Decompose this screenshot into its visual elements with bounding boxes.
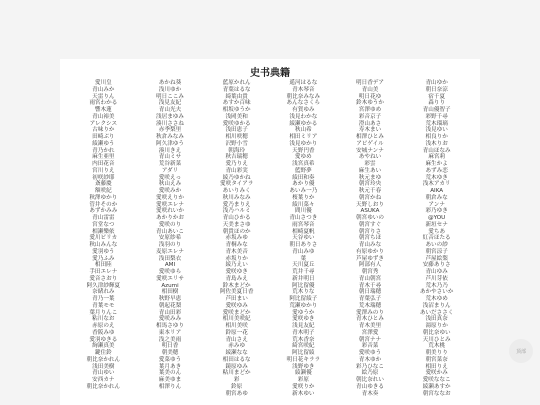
name-link[interactable]: 朝宮玲央 (358, 181, 382, 188)
name-link[interactable]: 綾瀬あすか (422, 383, 451, 390)
name-link[interactable]: 朝日瑞穂 (358, 289, 382, 296)
name-link[interactable]: あいだささく (419, 309, 454, 316)
name-link[interactable]: 朝美穂 (161, 350, 179, 356)
name-link[interactable]: 葉月あき (158, 363, 182, 370)
name-link[interactable]: あかりかお (156, 215, 184, 221)
name-link[interactable]: 愛咲りか (292, 383, 315, 390)
name-link[interactable]: 綾乃ゆかね (222, 174, 251, 181)
name-link[interactable]: 荒木瑞穂 (358, 302, 382, 309)
name-link[interactable]: 明日香 (161, 343, 179, 350)
name-link[interactable]: 芦屋絵梨 (425, 255, 448, 262)
name-link[interactable]: 森りり (428, 100, 446, 107)
name-link[interactable]: 相澤りん (158, 383, 182, 390)
name-link[interactable]: 朝宮りさ (358, 228, 382, 235)
name-link[interactable]: 朝宮かね (358, 194, 382, 201)
name-link[interactable]: 愛咲みみ (158, 316, 182, 323)
name-link[interactable]: 新井明日 (292, 275, 315, 282)
name-link[interactable]: 浅木りお (425, 140, 448, 147)
name-link[interactable]: 赤坂みゆ (225, 235, 248, 242)
name-link[interactable]: 芦屋ゆずき (356, 255, 384, 262)
name-link[interactable]: 朝美りり (425, 350, 448, 356)
name-link[interactable]: 宮澤愛 (361, 329, 379, 336)
name-link[interactable]: 荒瀬ゆかり (289, 302, 318, 309)
name-link[interactable]: 浅見友紀 (158, 100, 182, 107)
name-link[interactable]: 雨宮琴音 (292, 221, 315, 228)
name-link[interactable]: 雨宮わかる (89, 100, 118, 107)
name-column (70, 80, 137, 397)
name-link[interactable]: あやねい (358, 154, 382, 161)
name-link[interactable]: 愛咲れいか (156, 208, 184, 215)
name-link[interactable]: 綾乃えい (225, 262, 248, 269)
name-link[interactable]: 朝宮ななお (422, 390, 451, 397)
name-link[interactable]: 浅田梨衣 (158, 255, 182, 262)
name-link[interactable]: 愛咲ななこ (422, 377, 451, 383)
name-link[interactable]: 浅宮真希 (292, 161, 315, 167)
name-link[interactable]: 天美まさゆ (222, 221, 251, 228)
name-link[interactable]: 青山彩実 (225, 167, 248, 174)
name-link[interactable]: 相澤ひとみ (356, 134, 384, 140)
content-card (60, 59, 480, 405)
name-link[interactable]: アンナ (428, 201, 445, 208)
name-link[interactable]: 鍵住鈴 (94, 350, 112, 356)
name-link[interactable]: 綺宮咲紀 (292, 343, 315, 350)
name-link[interactable]: 綾瀬ゆう (92, 140, 115, 147)
name-link[interactable]: 愛咲エリサ (156, 275, 184, 282)
name-link[interactable]: 鈴原 (231, 383, 243, 390)
name-link[interactable]: 天川ひとみ (422, 336, 451, 343)
name-link[interactable]: 浅見わかな (289, 113, 318, 120)
name-link[interactable]: 麦原エレナ (156, 248, 184, 255)
name-column (137, 80, 204, 397)
name-link[interactable]: 愛乃ふみ (92, 255, 115, 262)
name-link[interactable]: 阿比留綾 (292, 350, 315, 356)
name-link[interactable]: Azumi (161, 282, 179, 289)
name-link[interactable]: 粘川まどか (222, 370, 251, 377)
name-link[interactable]: 彩乃ひなこ (356, 363, 384, 370)
back-to-top-button[interactable]: 顶部 (509, 339, 533, 363)
name-link[interactable]: @YOU (428, 215, 446, 221)
name-link[interactable]: 相馬さゆり (156, 323, 184, 329)
name-link[interactable]: 遥河はるな (289, 80, 318, 86)
name-link[interactable]: 朝宮涼子 (425, 248, 448, 255)
name-link[interactable]: 安西カナ (92, 377, 115, 383)
name-link[interactable]: あかり優 (292, 181, 315, 188)
name-link[interactable]: 朝宮菜奈 (425, 356, 448, 363)
name-link[interactable]: 粘川なお (92, 316, 115, 323)
name-link[interactable]: 朝比奈かれん (86, 383, 121, 390)
name-link[interactable]: 浅羽のり (158, 242, 182, 248)
name-link[interactable]: 秋野早恵 (158, 296, 182, 302)
name-link[interactable]: 愛咲ゆう (358, 350, 382, 356)
name-link[interactable]: 古味りか (92, 127, 115, 134)
name-link[interactable]: 浅見ゆかり (289, 140, 318, 147)
name-link[interactable]: 相良りか (425, 134, 448, 140)
name-link[interactable]: AIKA (430, 188, 444, 194)
name-link[interactable]: 紅音ほたる (422, 235, 451, 242)
name-link[interactable]: 芦川芽依 (425, 275, 448, 282)
name-link[interactable]: 東本リア (158, 329, 182, 336)
name-link[interactable]: 秋澤ゆかり (89, 194, 118, 201)
name-link[interactable]: あいみ一乃 (289, 188, 318, 194)
name-link[interactable]: 桜葉りか (292, 194, 315, 201)
name-link[interactable]: 寿木まい (358, 127, 382, 134)
name-link[interactable]: 天野しおり (356, 201, 384, 208)
name-link[interactable]: 荒木ゆき (425, 174, 448, 181)
name-link[interactable]: 愛乃まりえ (222, 201, 251, 208)
name-link[interactable]: 麻生あい (358, 167, 382, 174)
name-column (203, 80, 270, 397)
name-link[interactable]: 青山さつき (289, 215, 318, 221)
name-link[interactable]: 彩野千尋 (425, 113, 448, 120)
name-link[interactable]: 青桐みな (225, 242, 248, 248)
name-link[interactable]: 初咲紗耶 (92, 174, 115, 181)
name-link[interactable]: 秋山えみ (158, 181, 182, 188)
name-link[interactable]: 新木ゆい (292, 390, 315, 397)
name-link[interactable]: 朝倉みな (425, 194, 448, 201)
name-link[interactable]: 秋山希 (294, 127, 312, 134)
name-link[interactable]: 愛川皇 (94, 80, 112, 86)
name-link[interactable]: 朝日ありさ (289, 242, 318, 248)
name-link[interactable]: 青山雷雷 (92, 215, 115, 221)
name-link[interactable]: 浅見友紀 (292, 323, 315, 329)
name-link[interactable]: 綾田和奏 (292, 174, 315, 181)
name-link[interactable]: 愛乃りえ (225, 161, 248, 167)
name-link[interactable]: 愛川ピリカ (89, 235, 118, 242)
name-column (403, 80, 470, 397)
name-link[interactable]: 愛咲のり (158, 221, 182, 228)
name-link[interactable]: 秋元千春 (358, 188, 382, 194)
name-link[interactable]: 阿比留綾子 (289, 296, 318, 302)
name-link[interactable]: 青山さえ (225, 336, 248, 343)
name-link[interactable]: 葉月りんこ (89, 309, 118, 316)
name-link[interactable]: 愛澤みのり (356, 309, 384, 316)
name-link[interactable]: 荒木ゆめ (425, 296, 448, 302)
name-link[interactable]: 彩雲 (364, 161, 376, 167)
name-link[interactable]: 麻宮莉 (428, 154, 446, 161)
name-link[interactable]: 鈴木まどか (222, 282, 251, 289)
name-link[interactable]: 宿千夏 (428, 93, 446, 100)
name-link[interactable]: 青葉モモ (92, 302, 115, 309)
name-link[interactable]: 青山ゆみ (425, 269, 448, 275)
name-link[interactable]: 青木美音 (225, 248, 248, 255)
name-link[interactable]: 天谷ゆい (292, 235, 315, 242)
name-link[interactable]: 湊川ささね (156, 120, 184, 127)
name-link[interactable]: 明日花ゆ (358, 93, 382, 100)
name-link[interactable]: 青山ゆい (92, 370, 115, 377)
name-link[interactable]: 浅田真奈 (425, 316, 448, 323)
name-link[interactable]: 愛咲エレナ (156, 201, 184, 208)
name-link[interactable]: 青木美里 (358, 323, 382, 329)
name-link[interactable]: 藍野夢 (294, 167, 312, 174)
name-link[interactable]: 香阪みゆ (92, 329, 115, 336)
name-link[interactable]: 青山優智子 (422, 107, 451, 113)
name-link[interactable]: 青山ひかる (222, 215, 251, 221)
name-link[interactable]: 天雷りん (92, 93, 115, 100)
name-link[interactable]: 相瀬樂依 (92, 228, 115, 235)
name-link[interactable]: 荒木香奈 (292, 336, 315, 343)
name-link[interactable]: 荒木瑠璃 (425, 120, 448, 127)
name-link[interactable]: 青乃一葉 (92, 296, 115, 302)
name-link[interactable]: 浅乃ハルミ (222, 208, 251, 215)
name-link[interactable]: 天野円香 (292, 147, 315, 154)
name-link[interactable]: 青山朝宮 (358, 275, 382, 282)
name-link[interactable]: 綾川菜々 (292, 201, 315, 208)
name-link[interactable]: 浅見ゆい (425, 127, 448, 134)
name-link[interactable]: 荒谷新菜 (158, 161, 182, 167)
name-link[interactable]: 荒井千尋 (292, 269, 315, 275)
name-link[interactable]: 相川咲穂 (225, 134, 248, 140)
name-link[interactable]: 阿比留優 (292, 282, 315, 289)
name-link[interactable]: 手田エレナ (89, 269, 118, 275)
name-link[interactable]: あいりみく (222, 188, 251, 194)
name-link[interactable]: 明日花キララ (286, 356, 321, 363)
name-link[interactable]: 宮澤ゆめ (358, 107, 382, 113)
name-link[interactable]: 赤みゆ (228, 343, 246, 350)
name-link[interactable]: 新垣セナ (425, 221, 448, 228)
name-link[interactable]: あずかみみ (89, 208, 118, 215)
name-link[interactable]: AMI (164, 262, 176, 269)
name-link[interactable]: 朝宮ナナ (358, 336, 382, 343)
name-link[interactable]: 青木明子 (292, 329, 315, 336)
name-link[interactable]: 葉 (300, 255, 307, 262)
name-link[interactable]: 天川夏丘 (292, 262, 315, 269)
name-link[interactable]: 阿佐美夏日香 (219, 289, 254, 296)
name-link[interactable]: 彩音菜 (361, 343, 379, 350)
name-link[interactable]: 阿久津ゆう (156, 140, 184, 147)
name-link[interactable]: 麻美ゆま (158, 377, 182, 383)
name-link[interactable]: 朝宮ゆいの (356, 215, 384, 221)
name-link[interactable]: 浅木アカリ (422, 181, 451, 188)
name-link[interactable]: 愛咲ゆき (292, 316, 315, 323)
name-link[interactable]: 秋元まゆ (358, 174, 382, 181)
name-link[interactable]: 愛咲まどか (222, 309, 251, 316)
name-link[interactable]: 青山みか (92, 86, 115, 93)
name-link[interactable]: 麻生かよ (425, 161, 448, 167)
name-link[interactable]: 安藤ありさ (422, 262, 451, 269)
name-link[interactable]: 朝比奈みなみ (286, 93, 321, 100)
name-link[interactable]: 相田樹 (161, 289, 179, 296)
name-link[interactable]: 青山美 (361, 86, 379, 93)
name-link[interactable]: 鈴木ゆうか (356, 100, 384, 107)
name-link[interactable]: 朝比奈れい (356, 377, 384, 383)
name-link[interactable]: 青木ゆか (358, 356, 382, 363)
name-link[interactable]: 朝起花梨 (158, 302, 182, 309)
name-link[interactable]: 愛咲えりか (156, 194, 184, 201)
name-link[interactable]: 朝比奈かれん (86, 356, 121, 363)
name-link[interactable]: 浅野ゆき (292, 363, 315, 370)
name-link[interactable]: 浅之美雨 (158, 336, 182, 343)
name-link[interactable]: 愛ちあ (428, 228, 446, 235)
name-link[interactable]: 浅川ゆか (158, 86, 182, 93)
name-link[interactable]: 沢野小雪 (225, 140, 248, 147)
name-link[interactable]: 麻生亜里 (92, 154, 115, 161)
name-link[interactable]: 愛咲えっ (158, 174, 182, 181)
name-link[interactable]: 朝宮ちほ (358, 235, 382, 242)
name-link[interactable]: 愛羽ゆう (92, 248, 115, 255)
name-link[interactable]: 愛咲ゆかる (222, 120, 251, 127)
name-link[interactable]: 朝日奈涼 (425, 86, 448, 93)
name-link[interactable]: 朝宮すぐ (358, 221, 382, 228)
name-link[interactable]: 相田陸 (94, 262, 112, 269)
name-link[interactable]: 芦田まい (225, 296, 248, 302)
name-link[interactable]: 愛咲タイアラ (220, 181, 254, 188)
name-link[interactable]: 宮川りえ (92, 167, 115, 174)
name-link[interactable]: 荒木桃 (428, 343, 446, 350)
name-link[interactable]: 青山ミサ (158, 154, 182, 161)
name-link[interactable]: ASUKA (360, 208, 380, 215)
name-link[interactable]: 彩音京子 (358, 113, 382, 120)
name-link[interactable]: 奈緒れみ (92, 289, 115, 296)
name-link[interactable]: 愛羽ゆきる (89, 336, 118, 343)
name-link[interactable]: 青島みえ (225, 275, 248, 282)
name-link[interactable]: 青山田彩 (158, 309, 182, 316)
name-column (270, 80, 337, 397)
name-link[interactable]: 綺葉由貴 (225, 93, 248, 100)
name-link[interactable]: 秋吉瑞穂 (225, 154, 248, 161)
name-link[interactable]: 愛咲かみ (425, 370, 448, 377)
name-grid (70, 80, 470, 397)
name-link[interactable]: 有賀ゆみ (292, 107, 315, 113)
name-link[interactable]: 相崎夏帆 (292, 228, 315, 235)
name-link[interactable]: 田崎ぶり (92, 134, 115, 140)
page-title: 史书典籍 (250, 68, 290, 79)
name-link[interactable]: 相田りえ (425, 363, 448, 370)
name-link[interactable]: 青木ひとみ (356, 316, 384, 323)
name-link[interactable]: 浅田美樹 (92, 363, 115, 370)
name-link[interactable]: あんなさくら (286, 100, 321, 107)
name-link[interactable]: 相田ミリア (289, 134, 318, 140)
name-link[interactable]: 朝貴ほのか (222, 228, 251, 235)
name-link[interactable]: 青葉弘子 (358, 296, 382, 302)
name-link[interactable]: アレクシス (89, 120, 118, 127)
name-link[interactable]: 管井そのか (89, 201, 118, 208)
name-link[interactable]: あすか百味 (222, 100, 251, 107)
name-link[interactable]: 浅居まゆみ (156, 113, 184, 120)
name-link[interactable]: 響木蓮 (94, 107, 112, 113)
name-link[interactable]: 愛咲ゆみ (225, 302, 248, 309)
name-link[interactable]: 秋川みなみ (222, 194, 251, 201)
name-link[interactable]: 宮堂なつ (92, 221, 115, 228)
name-link[interactable]: 朝宮あゆ (225, 390, 248, 397)
name-link[interactable]: あいの紗 (425, 242, 448, 248)
name-link[interactable]: 彩乃ゆき (425, 208, 448, 215)
name-link[interactable]: 愛咲ゆら (158, 269, 182, 275)
name-link[interactable]: 絢瀬真美 (92, 343, 115, 350)
name-link[interactable]: 青山あいこ (156, 228, 184, 235)
name-link[interactable]: 明日ここみ (156, 93, 184, 100)
name-link[interactable]: 青木千尋 (358, 282, 382, 289)
name-link[interactable]: 鏡原ゆみ (225, 363, 248, 370)
name-link[interactable]: あずみ恋 (425, 167, 448, 174)
name-link[interactable]: 愛ゆうか (292, 309, 315, 316)
name-link[interactable]: 額咲紀 (94, 188, 112, 194)
name-link[interactable]: 朝比奈ゆい (422, 329, 451, 336)
name-link[interactable]: 阿部有人 (358, 262, 382, 269)
name-link[interactable]: 赤原のえ (92, 323, 115, 329)
name-link[interactable]: 湊川きえ (158, 147, 182, 154)
name-link[interactable]: 秋山みんな (89, 242, 118, 248)
name-link[interactable]: 荒木りな (292, 289, 315, 296)
name-link[interactable]: アダリ (161, 167, 179, 174)
name-link[interactable]: 綾瀬優 (294, 370, 312, 377)
name-link[interactable]: 赤坂りか (225, 255, 248, 262)
name-link[interactable]: あかやさいか (419, 289, 454, 296)
name-link[interactable]: 有原ゆかり (356, 248, 384, 255)
name-link[interactable]: 青乃かれ (92, 147, 115, 154)
name-link[interactable]: 青木奏 (361, 390, 379, 397)
name-link[interactable]: 浅岡美和 (225, 113, 248, 120)
name-link[interactable]: 間川優 (294, 208, 312, 215)
name-link[interactable]: 愛音さおり (89, 275, 118, 282)
name-link[interactable]: 青山光夫 (158, 107, 182, 113)
name-link[interactable]: 赤季梨里 (158, 127, 182, 134)
name-link[interactable]: 相田はるな (222, 356, 251, 363)
name-link[interactable]: 荒木乃乃 (425, 282, 448, 289)
name-link[interactable]: 青木琴音 (292, 86, 315, 93)
name-link[interactable]: 相坂ゆうか (222, 107, 251, 113)
name-link[interactable]: 青山ほなみ (422, 147, 451, 154)
name-link[interactable]: 綾瀬なな (225, 350, 248, 356)
name-link[interactable]: 青山ゆきる (356, 383, 384, 390)
name-column (337, 80, 404, 397)
name-link[interactable]: 朝海玲 (228, 147, 246, 154)
name-link[interactable]: 安城ナンナ (356, 147, 384, 154)
name-link[interactable]: 絵乃原 (361, 370, 379, 377)
name-link[interactable]: 青山みゆ (292, 248, 315, 255)
name-link[interactable]: 愛咲ゆき (225, 269, 248, 275)
name-link[interactable]: 澄山あさ (358, 120, 382, 127)
name-link[interactable]: 明日香デア (356, 80, 384, 86)
name-link[interactable]: あかね葵 (158, 80, 182, 86)
name-link[interactable]: 相川美咲紀 (222, 316, 251, 323)
name-link[interactable]: 内田花音 (92, 161, 115, 167)
name-link[interactable]: 浅沼まりん (422, 302, 451, 309)
name-link[interactable]: 藍原かれん (222, 80, 251, 86)
name-link[interactable]: 相川美咲 (225, 323, 248, 329)
name-link[interactable]: 斎藤慶 (94, 181, 112, 188)
name-link[interactable]: 安原紗希 (158, 235, 182, 242)
name-link[interactable]: 鈴原一花 (225, 329, 248, 336)
name-link[interactable]: 青葉はるな (222, 86, 251, 93)
name-link[interactable]: 湯原りか (425, 323, 448, 329)
name-link[interactable]: 浅田恵子 (225, 127, 248, 134)
name-link[interactable]: 青山ゆか (425, 80, 448, 86)
name-link[interactable]: 綾瀬ゆかる (289, 120, 318, 127)
name-link[interactable]: 彩原 (297, 377, 309, 383)
name-link[interactable]: 朝宮秀 (361, 269, 379, 275)
name-link[interactable]: 青山みな (358, 242, 382, 248)
name-link[interactable]: 葉美のん (158, 370, 182, 377)
name-link[interactable]: アビゲイル (356, 140, 384, 147)
name-link[interactable]: 阿久津紗輝夏 (86, 282, 121, 289)
name-link[interactable]: 秋倉みなみ (156, 134, 184, 140)
name-link[interactable]: 彩 (233, 377, 240, 383)
name-link[interactable]: 愛咲みか (158, 188, 182, 194)
name-link[interactable]: 愛菜ゆう (158, 356, 182, 363)
name-link[interactable]: 青山裕美 (92, 113, 115, 120)
name-link[interactable]: 愛ゆめ (294, 154, 312, 161)
